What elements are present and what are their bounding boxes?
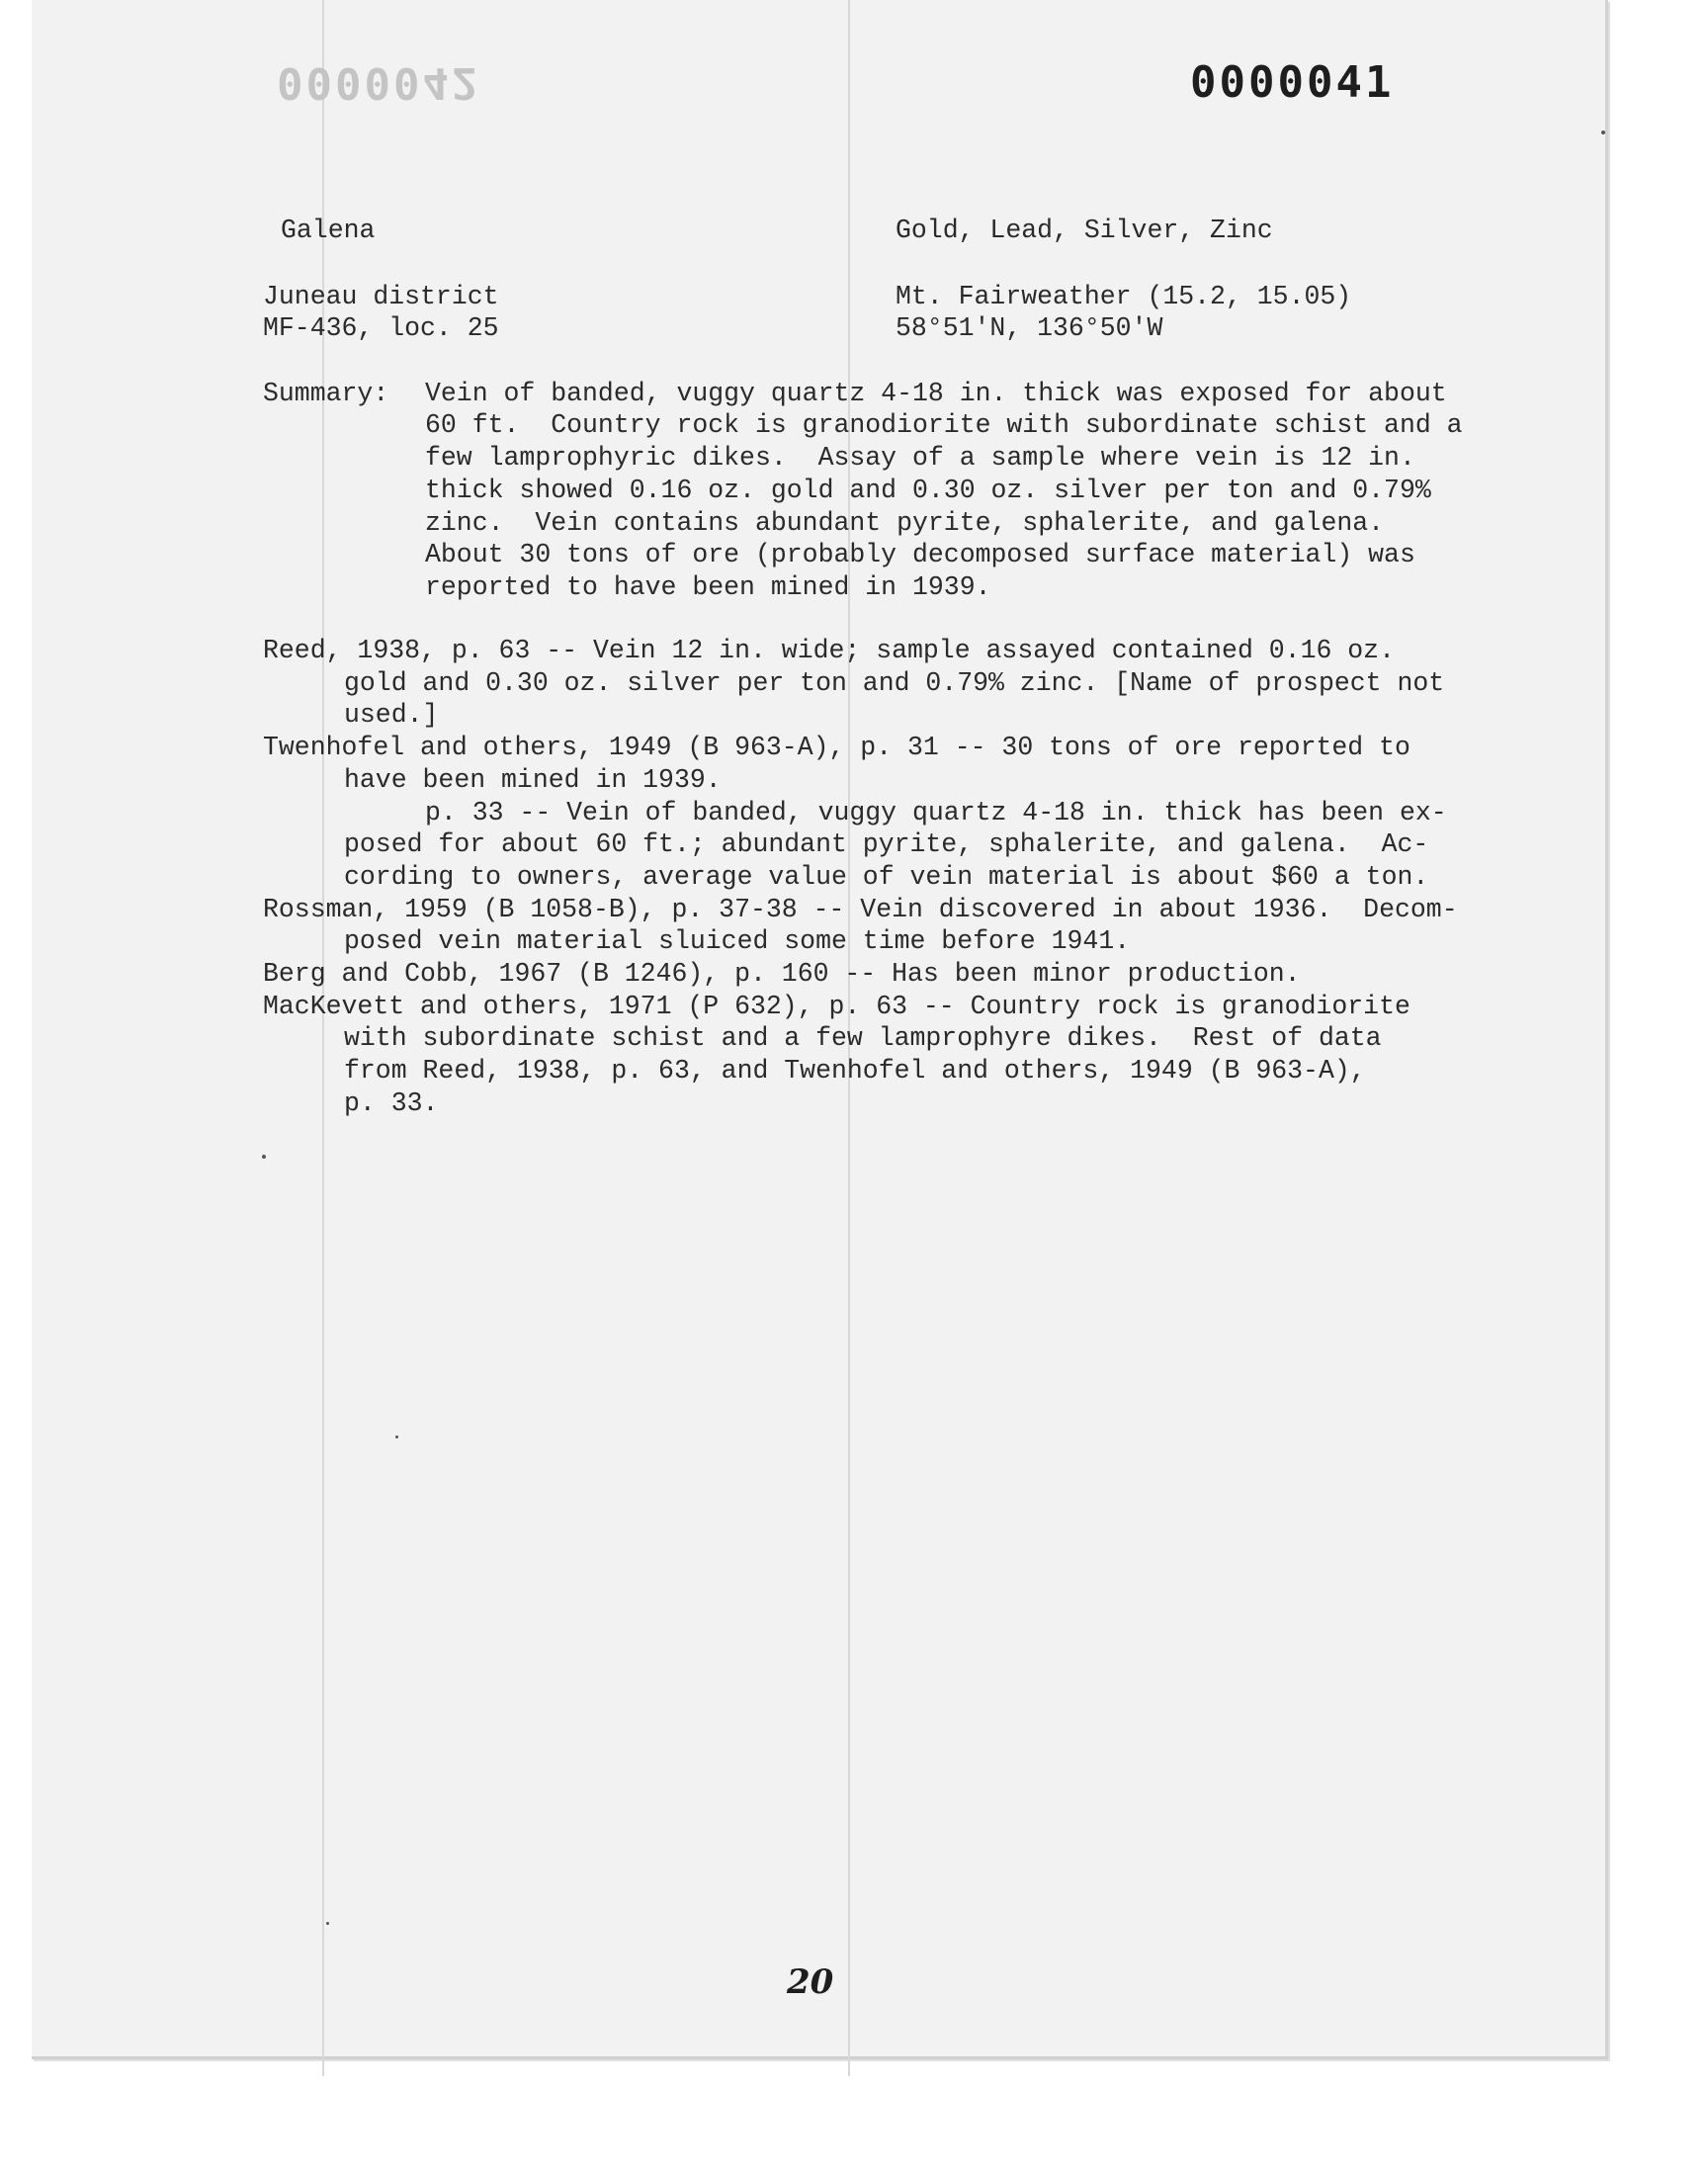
reference-line: Twenhofel and others, 1949 (B 963-A), p. 31 -- 30 tons of ore reported to: [263, 733, 1410, 762]
ghost-stamp-number: 0000042: [277, 57, 481, 108]
reference-line: Reed, 1938, p. 63 -- Vein 12 in. wide; sample assayed contained 0.16 oz.: [263, 636, 1395, 665]
summary-line: thick showed 0.16 oz. gold and 0.30 oz. silver per ton and 0.79%: [425, 476, 1431, 505]
scan-speck: [1601, 130, 1605, 134]
coordinates: 58°51'N, 136°50'W: [896, 313, 1163, 343]
scan-speck: [395, 1436, 398, 1438]
reference-line: p. 33 -- Vein of banded, vuggy quartz 4-18 in. thick has been ex-: [425, 798, 1447, 827]
prospect-name: Galena: [281, 216, 376, 245]
reference-line: from Reed, 1938, p. 63, and Twenhofel and others, 1949 (B 963-A),: [344, 1056, 1366, 1086]
scan-speck: [262, 1155, 266, 1159]
summary-line: few lamprophyric dikes. Assay of a sample where vein is 12 in.: [425, 443, 1415, 473]
summary-line: zinc. Vein contains abundant pyrite, sphalerite, and galena.: [425, 508, 1385, 538]
commodities: Gold, Lead, Silver, Zinc: [896, 216, 1273, 245]
map-reference: MF-436, loc. 25: [263, 313, 499, 343]
reference-line: with subordinate schist and a few lamprophyre dikes. Rest of data: [344, 1023, 1382, 1053]
reference-line: Rossman, 1959 (B 1058-B), p. 37-38 -- Vein discovered in about 1936. Decom-: [263, 895, 1458, 924]
document-stamp-number: 0000041: [1190, 57, 1395, 108]
summary-line: 60 ft. Country rock is granodiorite with subordinate schist and a: [425, 410, 1463, 440]
reference-line: Berg and Cobb, 1967 (B 1246), p. 160 -- Has been minor production.: [263, 959, 1301, 989]
summary-line: Vein of banded, vuggy quartz 4-18 in. thick was exposed for about: [425, 379, 1447, 408]
summary-label: Summary:: [263, 379, 389, 408]
summary-line: About 30 tons of ore (probably decomposed surface material) was: [425, 540, 1415, 569]
page-number: 20: [787, 1962, 834, 2002]
reference-line: p. 33.: [344, 1088, 439, 1118]
summary-line: reported to have been mined in 1939.: [425, 572, 991, 602]
reference-line: have been mined in 1939.: [344, 765, 722, 795]
quadrangle: Mt. Fairweather (15.2, 15.05): [896, 282, 1352, 311]
reference-line: posed for about 60 ft.; abundant pyrite, sphalerite, and galena. Ac-: [344, 829, 1429, 859]
reference-line: MacKevett and others, 1971 (P 632), p. 63 -- Country rock is granodiorite: [263, 992, 1410, 1021]
district: Juneau district: [263, 282, 499, 311]
scan-speck: [326, 1922, 329, 1925]
reference-line: used.]: [344, 700, 439, 730]
reference-line: posed vein material sluiced some time before 1941.: [344, 926, 1131, 956]
reference-line: cording to owners, average value of vein material is about $60 a ton.: [344, 862, 1429, 892]
reference-line: gold and 0.30 oz. silver per ton and 0.79% zinc. [Name of prospect not: [344, 668, 1445, 698]
